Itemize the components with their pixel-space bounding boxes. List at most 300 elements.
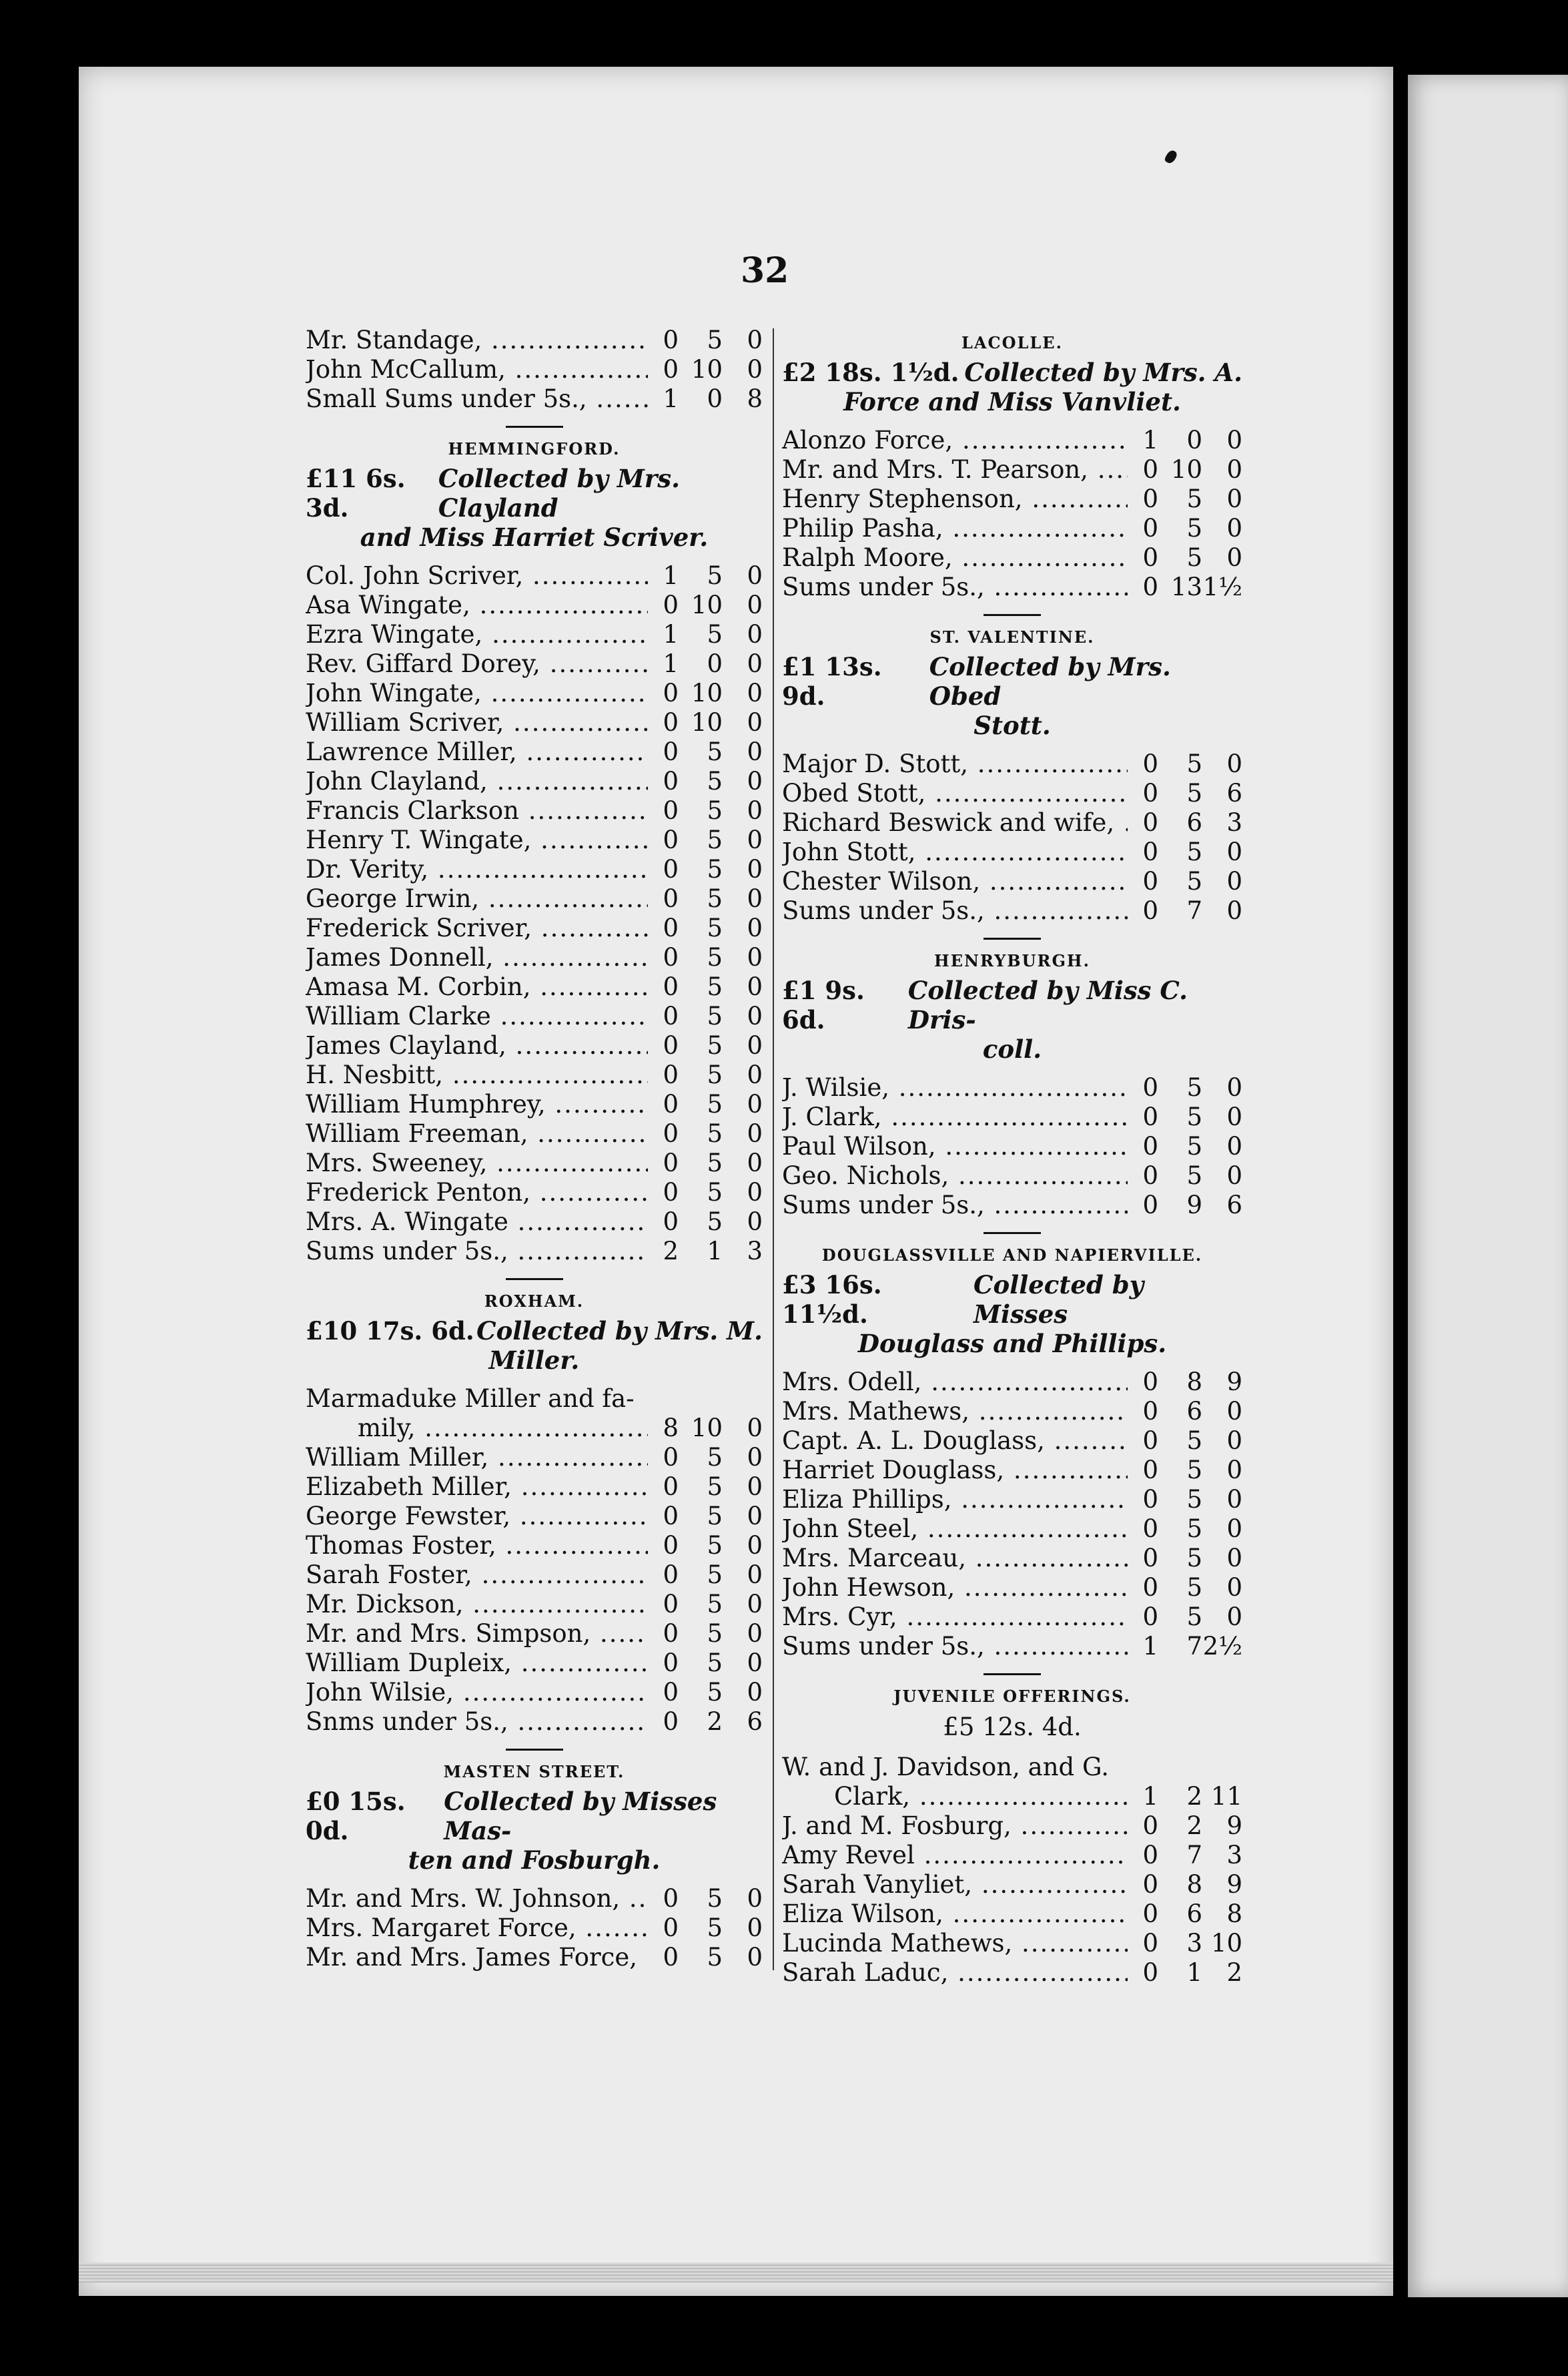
pence-value: 0 (747, 1472, 763, 1501)
contribution-row (782, 1132, 1242, 1161)
pounds-value: 0 (1142, 455, 1158, 484)
contributor-name: William Freeman, ..... (306, 1119, 648, 1149)
pence-value: 0 (747, 1502, 763, 1530)
pounds-value: 0 (663, 826, 679, 854)
contributor-name: Mrs. Margaret Force, ..... (306, 1913, 648, 1943)
contribution-row (782, 426, 1242, 455)
contributor-name: William Miller, ..... (306, 1443, 648, 1472)
contributor-name: Clark, ..... (782, 1782, 1128, 1811)
pence-value: 1½ (1202, 573, 1242, 601)
contribution-row (306, 826, 763, 855)
contribution-row (782, 750, 1242, 779)
contribution-row (306, 1590, 763, 1619)
contribution-row (782, 779, 1242, 808)
pence-value: 0 (747, 1207, 763, 1236)
shillings-value: 2 (1186, 1811, 1202, 1840)
contributor-name: Sums under 5s., ..... (782, 573, 1128, 602)
contribution-row (306, 1237, 763, 1266)
pence-value: 6 (747, 1707, 763, 1736)
shillings-value: 5 (1186, 1602, 1202, 1631)
section-rule (506, 426, 563, 428)
contributor-name: Mr. and Mrs. Simpson, ..... (306, 1619, 648, 1649)
contribution-row (306, 1531, 763, 1560)
pounds-value: 1 (1142, 1632, 1158, 1661)
contribution-row (782, 1929, 1242, 1958)
shillings-value: 10 (691, 679, 723, 707)
contribution-row (782, 573, 1242, 602)
collector-line: Collected by Miss C. Dris- (907, 976, 1188, 1034)
section-heading: HENRYBURGH. (934, 951, 1090, 970)
pence-value: 0 (747, 1649, 763, 1677)
shillings-value: 10 (691, 1414, 723, 1442)
contribution-row (782, 514, 1242, 543)
section-total: £10 17s. 6d. (306, 1316, 474, 1346)
section-total: £0 15s. 0d. (306, 1787, 406, 1845)
contribution-row (306, 620, 763, 649)
contributor-name: William Dupleix, ..... (306, 1649, 648, 1678)
section-rule (984, 1673, 1041, 1675)
section-total: £11 6s. 3d. (306, 464, 406, 523)
contributor-name: William Clarke ..... (306, 1002, 648, 1031)
pounds-value: 0 (1142, 1485, 1158, 1514)
pence-value: 10 (1210, 1929, 1242, 1958)
pence-value: 0 (747, 767, 763, 796)
pounds-value: 0 (1142, 896, 1158, 925)
contribution-row (782, 543, 1242, 573)
contributor-name: John Steel, ..... (782, 1514, 1128, 1544)
contributor-name: Harriet Douglass, ..... (782, 1456, 1128, 1485)
pence-value: 0 (747, 943, 763, 972)
pounds-value: 0 (663, 708, 679, 737)
shillings-value: 2 (1186, 1782, 1202, 1811)
pounds-value: 0 (1142, 1514, 1158, 1543)
pence-value: 11 (1210, 1782, 1242, 1811)
pence-value: 0 (747, 796, 763, 825)
pence-value: 0 (747, 591, 763, 619)
pounds-value: 1 (1142, 1782, 1158, 1811)
pence-value: 0 (747, 326, 763, 354)
shillings-value: 5 (707, 1119, 723, 1148)
contributor-name: Chester Wilson, ..... (782, 867, 1128, 896)
pence-value: 0 (747, 1031, 763, 1060)
pence-value: 0 (1226, 1161, 1242, 1190)
pence-value: 0 (1226, 750, 1242, 778)
contributor-name: Mr. and Mrs. T. Pearson, ..... (782, 455, 1128, 485)
pounds-value: 0 (1142, 1958, 1158, 1987)
section-rule (984, 938, 1041, 940)
pence-value: 0 (747, 1678, 763, 1707)
contribution-row (306, 884, 763, 914)
pence-value: 0 (747, 1590, 763, 1618)
shillings-value: 5 (707, 1472, 723, 1501)
collection-note (306, 1787, 763, 1875)
collection-note (782, 358, 1242, 416)
section-rule (984, 1232, 1041, 1234)
contributor-name: George Irwin, ..... (306, 884, 648, 914)
collector-line-2: and Miss Harriet Scriver. (360, 523, 709, 552)
contributor-name: Sums under 5s., ..... (782, 1191, 1128, 1220)
pence-value: 3 (747, 1237, 763, 1265)
pence-value: 0 (1226, 543, 1242, 572)
pounds-value: 0 (663, 855, 679, 884)
contribution-row (306, 1443, 763, 1472)
collector-line-2: Force and Miss Vanvliet. (843, 387, 1181, 416)
adjacent-page-edge (1408, 75, 1568, 2297)
contribution-row (782, 455, 1242, 485)
section-heading: MASTEN STREET. (443, 1762, 625, 1781)
entry-list (306, 1414, 763, 1737)
contributor-name: Henry T. Wingate, ..... (306, 826, 648, 855)
pounds-value: 0 (1142, 808, 1158, 837)
pence-value: 0 (747, 1943, 763, 1972)
shillings-value: 5 (707, 1149, 723, 1177)
contribution-row (782, 1456, 1242, 1485)
contribution-row (782, 1485, 1242, 1514)
shillings-value: 5 (707, 972, 723, 1001)
pence-value: 0 (747, 972, 763, 1001)
shillings-value: 5 (1186, 485, 1202, 513)
pounds-value: 0 (1142, 1544, 1158, 1572)
pence-value: 0 (1226, 1514, 1242, 1543)
contributor-name: Frederick Scriver, ..... (306, 914, 648, 943)
pence-value: 0 (747, 620, 763, 649)
shillings-value: 0 (707, 384, 723, 413)
pounds-value: 0 (663, 1590, 679, 1618)
entry-list (306, 1884, 763, 1972)
pence-value: 0 (747, 1884, 763, 1913)
contributor-name: Mrs. Marceau, ..... (782, 1544, 1128, 1573)
contributor-name: Sums under 5s., ..... (306, 1237, 648, 1266)
pounds-value: 0 (663, 884, 679, 913)
pounds-value: 0 (663, 355, 679, 384)
contribution-row (782, 808, 1242, 838)
pounds-value: 0 (1142, 779, 1158, 808)
shillings-value: 0 (707, 649, 723, 678)
contributor-name: Ralph Moore, ..... (782, 543, 1128, 573)
contribution-row (306, 796, 763, 826)
pence-value: 0 (1226, 1602, 1242, 1631)
collector-line-2: Miller. (488, 1346, 580, 1375)
pounds-value: 0 (1142, 1456, 1158, 1484)
pence-value: 0 (1226, 514, 1242, 543)
section-rule (984, 614, 1041, 616)
pence-value: 0 (747, 649, 763, 678)
contribution-row (782, 1426, 1242, 1456)
contribution-row (782, 1899, 1242, 1929)
collector-line-2: coll. (982, 1034, 1042, 1064)
contribution-row (306, 1207, 763, 1237)
contributor-name: Eliza Phillips, ..... (782, 1485, 1128, 1514)
pence-value: 6 (1226, 779, 1242, 808)
pounds-value: 0 (663, 914, 679, 942)
contributor-name: James Donnell, ..... (306, 943, 648, 972)
pence-value: 0 (747, 1414, 763, 1442)
shillings-value: 5 (707, 914, 723, 942)
pence-value: 0 (747, 826, 763, 854)
shillings-value: 5 (1186, 750, 1202, 778)
contribution-row (306, 355, 763, 384)
contribution-row (306, 737, 763, 767)
shillings-value: 5 (1186, 1073, 1202, 1102)
shillings-value: 5 (707, 1061, 723, 1089)
section-heading: ROXHAM. (484, 1291, 584, 1311)
contributor-name: Dr. Verity, ..... (306, 855, 648, 884)
contributor-name: Philip Pasha, ..... (782, 514, 1128, 543)
shillings-value: 5 (707, 1678, 723, 1707)
pence-value: 3 (1226, 1841, 1242, 1869)
pounds-value: 0 (1142, 750, 1158, 778)
shillings-value: 5 (707, 326, 723, 354)
pounds-value: 0 (663, 1178, 679, 1207)
column-divider (773, 328, 774, 1970)
shillings-value: 5 (707, 561, 723, 590)
section-total: £2 18s. 1½d. (782, 358, 959, 387)
left-column (306, 326, 763, 1972)
pence-value: 0 (747, 679, 763, 707)
contribution-row (306, 561, 763, 591)
pence-value: 3 (1226, 808, 1242, 837)
shillings-value: 5 (707, 826, 723, 854)
contributor-name: Lucinda Mathews, ..... (782, 1929, 1128, 1958)
pounds-value: 8 (663, 1414, 679, 1442)
contributor-name: Richard Beswick and wife, ..... (782, 808, 1128, 838)
contribution-row (782, 1397, 1242, 1426)
contributor-name: Sums under 5s., ..... (782, 896, 1128, 926)
pounds-value: 0 (663, 1119, 679, 1148)
pounds-value: 0 (1142, 1870, 1158, 1899)
contributor-name: Mrs. Odell, ..... (782, 1368, 1128, 1397)
contributor-name: Lawrence Miller, ..... (306, 737, 648, 767)
contributor-name: Elizabeth Miller, ..... (306, 1472, 648, 1502)
contribution-row (306, 767, 763, 796)
shillings-value: 1 (707, 1237, 723, 1265)
shillings-value: 10 (691, 355, 723, 384)
pence-value: 0 (747, 355, 763, 384)
pence-value: 6 (1226, 1191, 1242, 1219)
contributor-name: Henry Stephenson, ..... (782, 485, 1128, 514)
contributor-name: Amy Revel ..... (782, 1841, 1128, 1870)
collector-line: Collected by Mrs. M. (476, 1316, 763, 1346)
contribution-row (306, 1649, 763, 1678)
pence-value: 9 (1226, 1368, 1242, 1396)
shillings-value: 2 (707, 1707, 723, 1736)
pounds-value: 0 (1142, 1573, 1158, 1602)
pounds-value: 0 (1142, 485, 1158, 513)
shillings-value: 7 (1186, 896, 1202, 925)
pence-value: 8 (1226, 1899, 1242, 1928)
collection-note (306, 464, 763, 552)
section-heading: DOUGLASSVILLE AND NAPIERVILLE. (821, 1245, 1203, 1265)
pence-value: 0 (747, 1149, 763, 1177)
section-rule (506, 1749, 563, 1751)
pounds-value: 1 (663, 384, 679, 413)
contribution-row (306, 1061, 763, 1090)
contribution-row (306, 1502, 763, 1531)
shillings-value: 5 (707, 1560, 723, 1589)
pounds-value: 0 (663, 326, 679, 354)
contribution-row (782, 867, 1242, 896)
collector-line-2: ten and Fosburgh. (408, 1845, 661, 1875)
shillings-value: 5 (707, 1031, 723, 1060)
pounds-value: 0 (663, 737, 679, 766)
entry-first-line: Marmaduke Miller and fa- (306, 1384, 635, 1413)
shillings-value: 6 (1186, 1899, 1202, 1928)
pence-value: 0 (1226, 1073, 1242, 1102)
contributor-name: John Stott, ..... (782, 838, 1128, 867)
shillings-value: 5 (1186, 1161, 1202, 1190)
pounds-value: 0 (663, 1678, 679, 1707)
contributor-name: William Scriver, ..... (306, 708, 648, 737)
shillings-value: 5 (1186, 1573, 1202, 1602)
shillings-value: 5 (1186, 1426, 1202, 1455)
contributor-name: Col. John Scriver, ..... (306, 561, 648, 591)
shillings-value: 5 (1186, 514, 1202, 543)
pence-value: 0 (1226, 896, 1242, 925)
pounds-value: 0 (1142, 1811, 1158, 1840)
section-heading: LACOLLE. (961, 333, 1063, 352)
contribution-row (306, 1090, 763, 1119)
pence-value: 0 (1226, 1456, 1242, 1484)
contribution-row (306, 1472, 763, 1502)
shillings-value: 5 (707, 1090, 723, 1119)
pence-value: 8 (747, 384, 763, 413)
contribution-row (306, 1031, 763, 1061)
pounds-value: 0 (1142, 514, 1158, 543)
contributor-name: Sarah Laduc, ..... (782, 1958, 1128, 1988)
pence-value: 0 (1226, 1426, 1242, 1455)
shillings-value: 5 (707, 1943, 723, 1972)
section-total: £3 16s. 11½d. (782, 1270, 882, 1329)
page-number: 32 (741, 250, 789, 291)
shillings-value: 5 (707, 1531, 723, 1560)
contributor-name: Mrs. A. Wingate ..... (306, 1207, 648, 1237)
pounds-value: 0 (663, 796, 679, 825)
contribution-row (782, 1544, 1242, 1573)
contribution-row (306, 326, 763, 355)
entry-list (306, 561, 763, 1266)
right-column (782, 326, 1242, 1988)
pence-value: 0 (1226, 1485, 1242, 1514)
contribution-row (306, 1560, 763, 1590)
pounds-value: 0 (1142, 1841, 1158, 1869)
contribution-row (306, 1149, 763, 1178)
contribution-row (782, 1368, 1242, 1397)
pence-value: 2½ (1202, 1632, 1242, 1661)
entry-list (782, 1782, 1242, 1988)
pounds-value: 0 (663, 1649, 679, 1677)
collector-line-2: Stott. (973, 711, 1051, 740)
pence-value: 0 (1226, 1103, 1242, 1131)
collector-line: Collected by Mrs. Clayland (438, 464, 680, 523)
shillings-value: 6 (1186, 1397, 1202, 1426)
section-total: £1 9s. 6d. (782, 976, 865, 1034)
entry-list (782, 426, 1242, 602)
shillings-value: 5 (707, 1619, 723, 1648)
pounds-value: 1 (663, 561, 679, 590)
contribution-row (782, 485, 1242, 514)
shillings-value: 0 (1186, 426, 1202, 455)
pence-value: 0 (747, 1178, 763, 1207)
pence-value: 9 (1226, 1811, 1242, 1840)
pounds-value: 1 (1142, 426, 1158, 455)
shillings-value: 8 (1186, 1870, 1202, 1899)
contribution-row (306, 914, 763, 943)
contribution-row (306, 1913, 763, 1943)
contributor-name: Mr. and Mrs. James Force, ..... (306, 1943, 648, 1972)
pounds-value: 2 (663, 1237, 679, 1265)
pounds-value: 0 (663, 1443, 679, 1472)
contribution-row (306, 708, 763, 737)
shillings-value: 6 (1186, 808, 1202, 837)
collection-note (782, 976, 1242, 1064)
pence-value: 0 (1226, 485, 1242, 513)
pounds-value: 0 (1142, 1161, 1158, 1190)
shillings-value: 3 (1186, 1929, 1202, 1958)
pounds-value: 0 (1142, 1426, 1158, 1455)
pence-value: 0 (747, 1119, 763, 1148)
contributor-name: John Clayland, ..... (306, 767, 648, 796)
pounds-value: 0 (663, 1149, 679, 1177)
pounds-value: 0 (1142, 1602, 1158, 1631)
pounds-value: 0 (1142, 1073, 1158, 1102)
pence-value: 0 (1226, 455, 1242, 484)
pounds-value: 0 (663, 1560, 679, 1589)
pence-value: 0 (747, 1619, 763, 1648)
shillings-value: 5 (707, 1502, 723, 1530)
shillings-value: 5 (707, 1207, 723, 1236)
contribution-row (306, 1678, 763, 1707)
contributor-name: Small Sums under 5s., ..... (306, 384, 648, 414)
contributor-name: Mrs. Sweeney, ..... (306, 1149, 648, 1178)
shillings-value: 5 (1186, 1485, 1202, 1514)
pounds-value: 0 (1142, 1929, 1158, 1958)
shillings-value: 5 (707, 1590, 723, 1618)
collection-note (782, 652, 1242, 740)
shillings-value: 5 (707, 1178, 723, 1207)
contribution-row (782, 1958, 1242, 1988)
pence-value: 0 (747, 1443, 763, 1472)
pounds-value: 0 (663, 767, 679, 796)
pounds-value: 0 (1142, 1132, 1158, 1161)
section-total: £5 12s. 4d. (943, 1713, 1082, 1741)
pounds-value: 0 (1142, 573, 1158, 601)
contributor-name: H. Nesbitt, ..... (306, 1061, 648, 1090)
contribution-row (306, 943, 763, 972)
shillings-value: 5 (707, 884, 723, 913)
contributor-name: J. Clark, ..... (782, 1103, 1128, 1132)
contribution-row (306, 591, 763, 620)
pounds-value: 0 (663, 1472, 679, 1501)
pence-value: 9 (1226, 1870, 1242, 1899)
shillings-value: 8 (1186, 1368, 1202, 1396)
contributor-name: George Fewster, ..... (306, 1502, 648, 1531)
pence-value: 0 (747, 1560, 763, 1589)
entry-first-line: W. and J. Davidson, and G. (782, 1753, 1109, 1781)
shillings-value: 5 (1186, 779, 1202, 808)
pounds-value: 0 (663, 1061, 679, 1089)
collector-line-2: Douglass and Phillips. (857, 1329, 1167, 1358)
pounds-value: 0 (1142, 1191, 1158, 1219)
pence-value: 0 (747, 884, 763, 913)
collector-line: Collected by Misses (973, 1270, 1144, 1329)
section-heading: JUVENILE OFFERINGS. (893, 1687, 1131, 1706)
contribution-row (782, 1602, 1242, 1632)
shillings-value: 5 (707, 855, 723, 884)
pounds-value: 1 (663, 620, 679, 649)
pounds-value: 0 (1142, 1368, 1158, 1396)
contributor-name: William Humphrey, ..... (306, 1090, 648, 1119)
collection-note (306, 1316, 763, 1375)
